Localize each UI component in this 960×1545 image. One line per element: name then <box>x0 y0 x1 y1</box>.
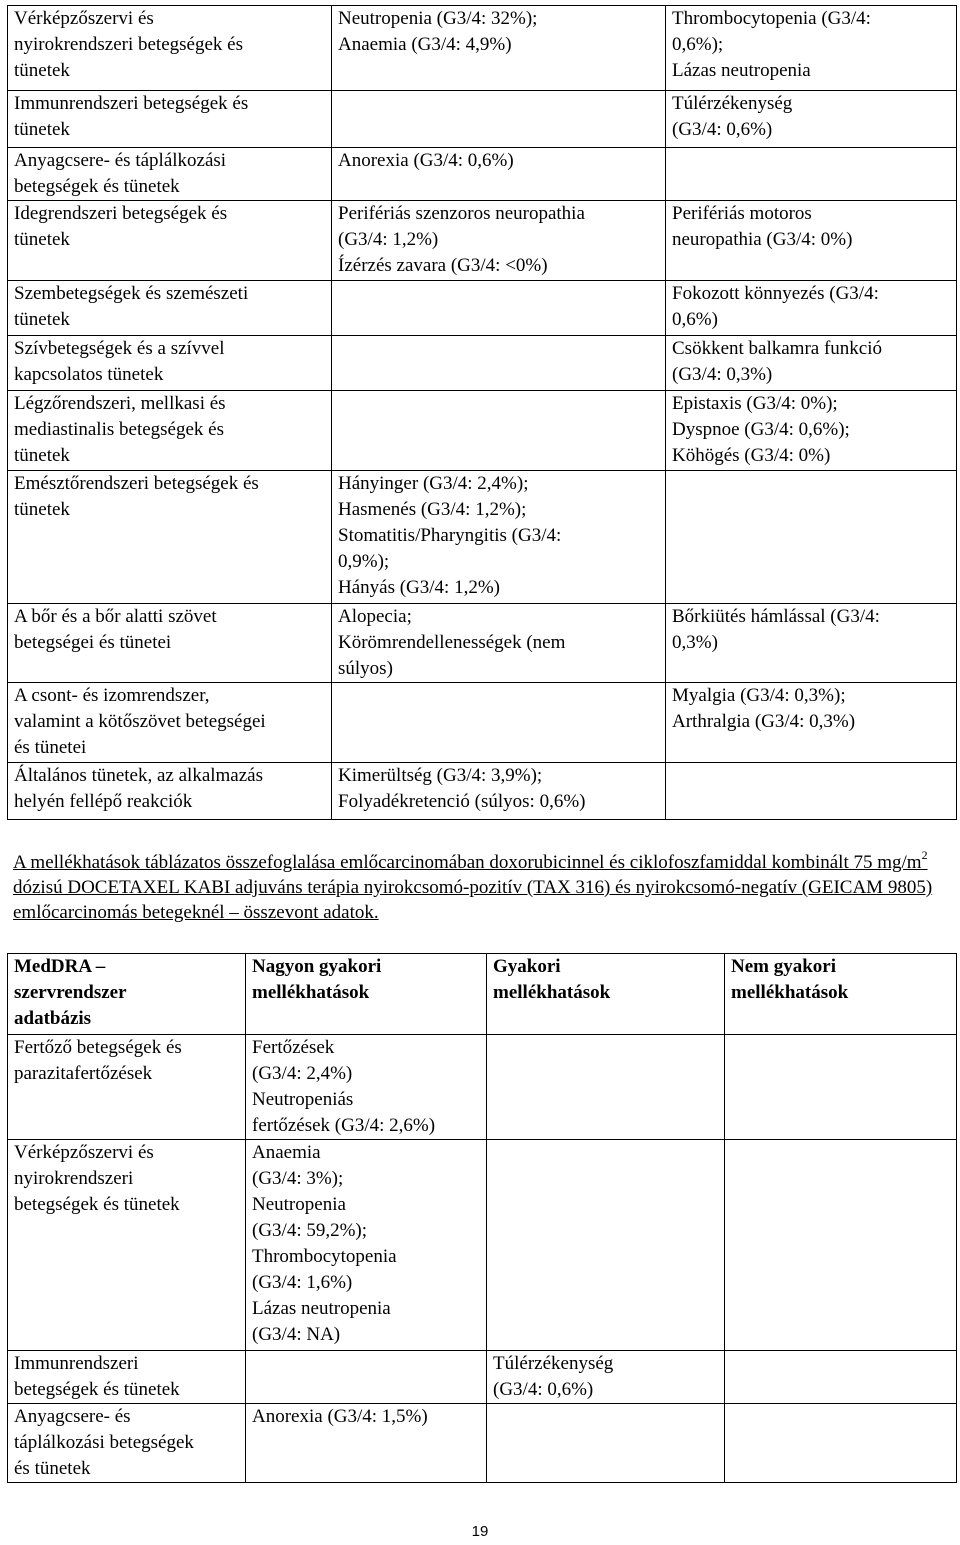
caption-text-part2: dózisú DOCETAXEL KABI adjuváns terápia nyirokcsomó-pozitív (TAX 316) és nyirokcsomó-negatív (GEICAM 9805) emlőcarcinomás betegeknél – összevont adatok. <box>13 877 933 923</box>
cell-text-line: (G3/4: NA) <box>252 1324 341 1345</box>
common-cell <box>666 91 957 148</box>
common-cell <box>666 281 957 336</box>
organ-class-cell <box>8 683 332 763</box>
cell-text-line: 0,9%); <box>338 551 390 572</box>
page-number: 19 <box>471 1523 489 1540</box>
common-cell <box>487 1035 725 1140</box>
cell-text-line: betegségek és tünetek <box>14 1194 180 1215</box>
table-row <box>8 336 957 391</box>
cell-text-line: Myalgia (G3/4: 0,3%); <box>672 685 846 706</box>
cell-text-line: Lázas neutropenia <box>252 1298 391 1319</box>
cell-text-line: Bőrkiütés hámlással (G3/4: <box>672 606 880 627</box>
cell-text-line: Neutropenia <box>252 1194 346 1215</box>
cell-text-line: Hányinger (G3/4: 2,4%); <box>338 473 529 494</box>
cell-text-line: betegségek és tünetek <box>14 1379 180 1400</box>
adverse-reactions-table-part1 <box>7 5 957 820</box>
cell-text-line: fertőzések (G3/4: 2,6%) <box>252 1115 436 1136</box>
cell-text-line: tünetek <box>14 445 70 466</box>
table-row <box>8 683 957 763</box>
organ-class-cell <box>8 6 332 91</box>
very-common-cell <box>332 471 666 604</box>
organ-class-cell <box>8 604 332 683</box>
cell-text-line: neuropathia (G3/4: 0%) <box>672 229 853 250</box>
table-row <box>8 391 957 471</box>
header-text-line: szervrendszer <box>14 982 127 1003</box>
organ-class-cell <box>8 201 332 281</box>
cell-text-line: Immunrendszeri <box>14 1353 139 1374</box>
organ-class-cell <box>8 391 332 471</box>
common-cell <box>666 763 957 820</box>
cell-text-line: Immunrendszeri betegségek és <box>14 93 249 114</box>
very-common-cell <box>332 91 666 148</box>
cell-text-line: Vérképzőszervi és <box>14 8 154 29</box>
very-common-cell <box>332 604 666 683</box>
cell-text-line: tünetek <box>14 60 70 81</box>
table1-body <box>8 6 957 820</box>
uncommon-cell <box>725 1140 957 1351</box>
cell-text-line: Alopecia; <box>338 606 412 627</box>
uncommon-cell <box>725 1351 957 1404</box>
cell-text-line: Perifériás motoros <box>672 203 812 224</box>
very-common-cell <box>332 148 666 201</box>
cell-text-line: Túlérzékenység <box>493 1353 614 1374</box>
column-header <box>725 954 957 1035</box>
cell-text-line: súlyos) <box>338 658 393 679</box>
cell-text-line: és tünetei <box>14 737 87 758</box>
common-cell <box>487 1351 725 1404</box>
cell-text-line: 0,6%); <box>672 34 724 55</box>
very-common-cell <box>246 1140 487 1351</box>
cell-text-line: valamint a kötőszövet betegségei <box>14 711 266 732</box>
cell-text-line: Hányás (G3/4: 1,2%) <box>338 577 500 598</box>
common-cell <box>666 471 957 604</box>
cell-text-line: Emésztőrendszeri betegségek és <box>14 473 259 494</box>
cell-text-line: Szembetegségek és szemészeti <box>14 283 249 304</box>
table-row <box>8 91 957 148</box>
cell-text-line: (G3/4: 0,3%) <box>672 364 773 385</box>
cell-text-line: (G3/4: 0,6%) <box>493 1379 594 1400</box>
common-cell <box>487 1140 725 1351</box>
cell-text-line: Neutropeniás <box>252 1089 354 1110</box>
cell-text-line: (G3/4: 0,6%) <box>672 119 773 140</box>
cell-text-line: Kimerültség (G3/4: 3,9%); <box>338 765 543 786</box>
common-cell <box>666 148 957 201</box>
cell-text-line: Thrombocytopenia (G3/4: <box>672 8 871 29</box>
cell-text-line: Perifériás szenzoros neuropathia <box>338 203 585 224</box>
very-common-cell <box>332 281 666 336</box>
cell-text-line: kapcsolatos tünetek <box>14 364 164 385</box>
table2-header-row <box>8 954 957 1035</box>
cell-text-line: Túlérzékenység <box>672 93 793 114</box>
cell-text-line: Általános tünetek, az alkalmazás <box>14 765 264 786</box>
cell-text-line: Szívbetegségek és a szívvel <box>14 338 225 359</box>
organ-class-cell <box>8 91 332 148</box>
header-text-line: adatbázis <box>14 1008 92 1029</box>
table-row <box>8 281 957 336</box>
table-row <box>8 148 957 201</box>
cell-text-line: Arthralgia (G3/4: 0,3%) <box>672 711 856 732</box>
cell-text-line: tünetek <box>14 499 70 520</box>
caption-superscript: 2 <box>921 847 928 862</box>
organ-class-cell <box>8 336 332 391</box>
column-header <box>246 954 487 1035</box>
table-row <box>8 6 957 91</box>
cell-text-line: Anyagcsere- és <box>14 1406 131 1427</box>
cell-text-line: Körömrendellenességek (nem <box>338 632 566 653</box>
cell-text-line: A csont- és izomrendszer, <box>14 685 210 706</box>
organ-class-cell <box>8 1035 246 1140</box>
organ-class-cell <box>8 1351 246 1404</box>
cell-text-line: Anaemia <box>252 1142 321 1163</box>
header-text-line: mellékhatások <box>252 982 370 1003</box>
header-text-line: MedDRA – <box>14 956 106 977</box>
table-row <box>8 201 957 281</box>
cell-text-line: A bőr és a bőr alatti szövet <box>14 606 217 627</box>
common-cell <box>666 604 957 683</box>
very-common-cell <box>246 1035 487 1140</box>
cell-text-line: 0,3%) <box>672 632 718 653</box>
cell-text-line: Ízérzés zavara (G3/4: <0%) <box>338 255 548 276</box>
common-cell <box>666 336 957 391</box>
cell-text-line: Epistaxis (G3/4: 0%); <box>672 393 838 414</box>
cell-text-line: nyirokrendszeri betegségek és <box>14 34 243 55</box>
cell-text-line: 0,6%) <box>672 309 718 330</box>
cell-text-line: Anaemia (G3/4: 4,9%) <box>338 34 512 55</box>
table-caption <box>13 847 953 925</box>
cell-text-line: betegségek és tünetek <box>14 176 180 197</box>
organ-class-cell <box>8 1140 246 1351</box>
cell-text-line: Köhögés (G3/4: 0%) <box>672 445 831 466</box>
table-row <box>8 604 957 683</box>
cell-text-line: (G3/4: 3%); <box>252 1168 344 1189</box>
table-row <box>8 763 957 820</box>
column-header <box>8 954 246 1035</box>
cell-text-line: Fertőzések <box>252 1037 335 1058</box>
cell-text-line: Dyspnoe (G3/4: 0,6%); <box>672 419 850 440</box>
very-common-cell <box>332 683 666 763</box>
table-row <box>8 1404 957 1483</box>
cell-text-line: (G3/4: 59,2%); <box>252 1220 368 1241</box>
very-common-cell <box>246 1351 487 1404</box>
uncommon-cell <box>725 1404 957 1483</box>
common-cell <box>487 1404 725 1483</box>
cell-text-line: Anorexia (G3/4: 1,5%) <box>252 1406 428 1427</box>
very-common-cell <box>332 201 666 281</box>
very-common-cell <box>332 6 666 91</box>
cell-text-line: (G3/4: 2,4%) <box>252 1063 353 1084</box>
header-text-line: Nagyon gyakori <box>252 956 382 977</box>
cell-text-line: Fertőző betegségek és <box>14 1037 182 1058</box>
cell-text-line: mediastinalis betegségek és <box>14 419 224 440</box>
table2-body <box>8 1035 957 1483</box>
cell-text-line: parazitafertőzések <box>14 1063 153 1084</box>
cell-text-line: Stomatitis/Pharyngitis (G3/4: <box>338 525 562 546</box>
cell-text-line: Thrombocytopenia <box>252 1246 397 1267</box>
common-cell <box>666 391 957 471</box>
very-common-cell <box>332 336 666 391</box>
cell-text-line: nyirokrendszeri <box>14 1168 134 1189</box>
cell-text-line: Légzőrendszeri, mellkasi és <box>14 393 226 414</box>
adverse-reactions-table-part2 <box>7 953 957 1483</box>
cell-text-line: helyén fellépő reakciók <box>14 791 193 812</box>
common-cell <box>666 201 957 281</box>
header-text-line: Nem gyakori <box>731 956 837 977</box>
common-cell <box>666 6 957 91</box>
cell-text-line: (G3/4: 1,6%) <box>252 1272 353 1293</box>
uncommon-cell <box>725 1035 957 1140</box>
header-text-line: Gyakori <box>493 956 561 977</box>
organ-class-cell <box>8 763 332 820</box>
caption-text-part1: A mellékhatások táblázatos összefoglalása emlőcarcinomában doxorubicinnel és ciklofoszfamiddal kombinált 75 mg/m <box>13 852 922 873</box>
cell-text-line: Neutropenia (G3/4: 32%); <box>338 8 538 29</box>
cell-text-line: Anyagcsere- és táplálkozási <box>14 150 227 171</box>
organ-class-cell <box>8 281 332 336</box>
cell-text-line: tünetek <box>14 309 70 330</box>
cell-text-line: és tünetek <box>14 1458 91 1479</box>
table-row <box>8 1140 957 1351</box>
cell-text-line: tünetek <box>14 229 70 250</box>
common-cell <box>666 683 957 763</box>
cell-text-line: Lázas neutropenia <box>672 60 811 81</box>
organ-class-cell <box>8 148 332 201</box>
table-row <box>8 1035 957 1140</box>
cell-text-line: Idegrendszeri betegségek és <box>14 203 228 224</box>
cell-text-line: Csökkent balkamra funkció <box>672 338 883 359</box>
column-header <box>487 954 725 1035</box>
organ-class-cell <box>8 1404 246 1483</box>
cell-text-line: Vérképzőszervi és <box>14 1142 154 1163</box>
very-common-cell <box>332 763 666 820</box>
cell-text-line: (G3/4: 1,2%) <box>338 229 439 250</box>
header-text-line: mellékhatások <box>493 982 611 1003</box>
cell-text-line: Folyadékretenció (súlyos: 0,6%) <box>338 791 586 812</box>
cell-text-line: táplálkozási betegségek <box>14 1432 194 1453</box>
cell-text-line: betegségei és tünetei <box>14 632 172 653</box>
very-common-cell <box>246 1404 487 1483</box>
cell-text-line: Fokozott könnyezés (G3/4: <box>672 283 879 304</box>
cell-text-line: Anorexia (G3/4: 0,6%) <box>338 150 514 171</box>
cell-text-line: tünetek <box>14 119 70 140</box>
table-row <box>8 1351 957 1404</box>
table-row <box>8 471 957 604</box>
cell-text-line: Hasmenés (G3/4: 1,2%); <box>338 499 527 520</box>
very-common-cell <box>332 391 666 471</box>
organ-class-cell <box>8 471 332 604</box>
header-text-line: mellékhatások <box>731 982 849 1003</box>
